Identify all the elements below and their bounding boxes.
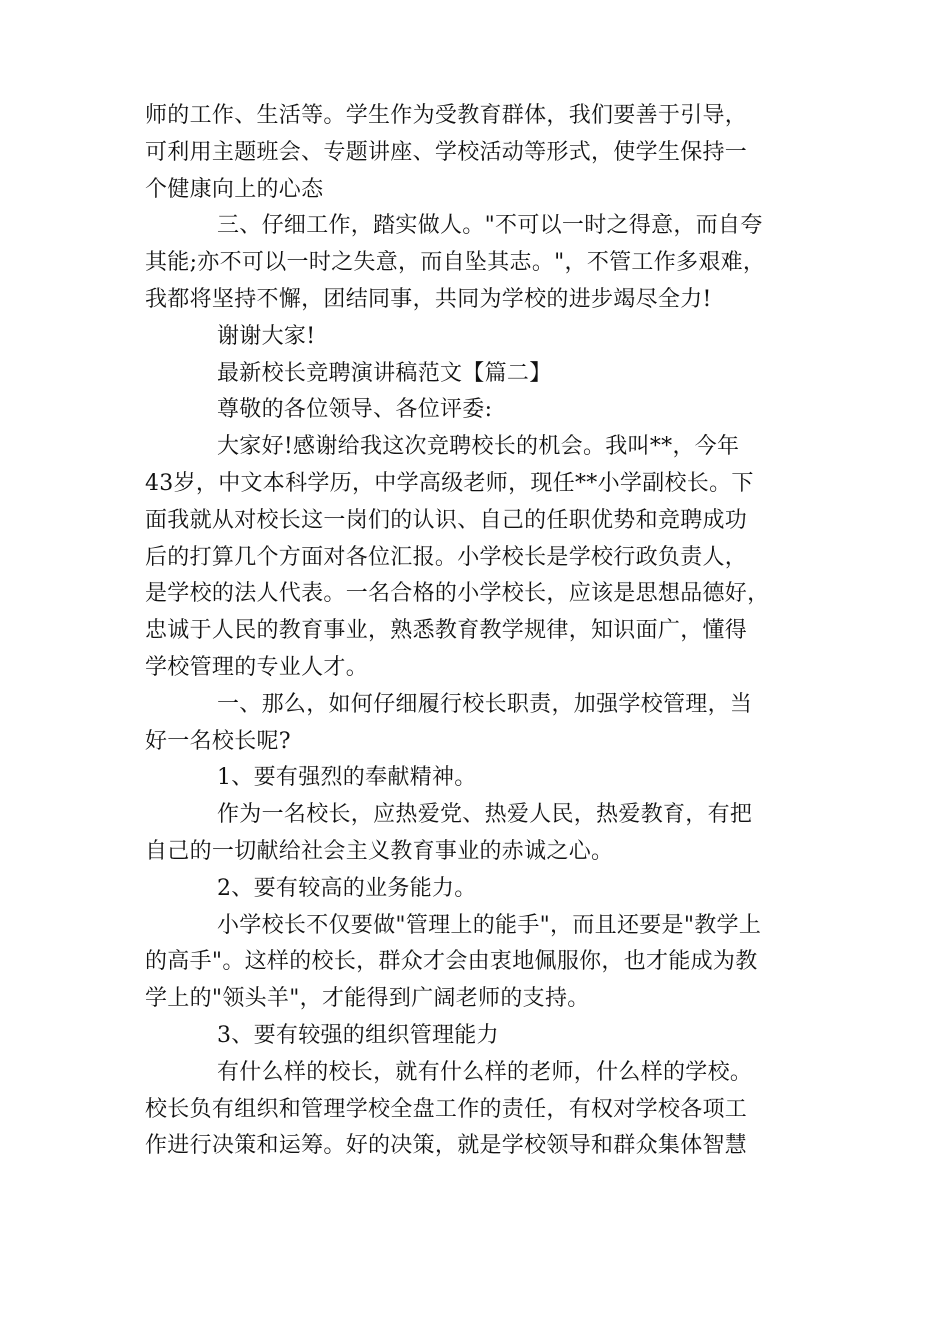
text-line: 面我就从对校长这一岗们的认识、自己的任职优势和竞聘成功 <box>145 507 748 533</box>
text-line: 忠诚于人民的教育事业，熟悉教育教学规律，知识面广，懂得 <box>145 618 748 644</box>
text-line: 是学校的法人代表。一名合格的小学校长，应该是思想品德好， <box>145 581 770 607</box>
text-line: 自己的一切献给社会主义教育事业的赤诚之心。 <box>145 838 614 864</box>
text-line: 好一名校长呢? <box>145 728 291 754</box>
text-line: 学上的"领头羊"，才能得到广阔老师的支持。 <box>145 986 590 1012</box>
document-body <box>145 98 810 1165</box>
text-line: 其能;亦不可以一时之失意，而自坠其志。"，不管工作多艰难， <box>145 250 766 276</box>
text-line: 校长负有组织和管理学校全盘工作的责任，有权对学校各项工 <box>145 1096 748 1122</box>
text-line: 尊敬的各位领导、各位评委: <box>217 397 493 423</box>
text-line: 小学校长不仅要做"管理上的能手"，而且还要是"教学上 <box>217 912 762 938</box>
text-line: 作为一名校长，应热爱党、热爱人民，热爱教育，有把 <box>217 802 753 828</box>
text-line: 大家好!感谢给我这次竞聘校长的机会。我叫**，今年 <box>217 434 740 460</box>
section-heading: 最新校长竞聘演讲稿范文【篇二】 <box>217 360 552 386</box>
text-line: 三、仔细工作，踏实做人。"不可以一时之得意，而自夸 <box>217 213 763 239</box>
text-line: 1、要有强烈的奉献精神。 <box>217 765 477 791</box>
text-line: 2、要有较高的业务能力。 <box>217 875 477 901</box>
text-line: 的高手"。这样的校长，群众才会由衷地佩服你，也才能成为教 <box>145 949 758 975</box>
text-line: 一、那么，如何仔细履行校长职责，加强学校管理，当 <box>217 691 753 717</box>
text-line: 3、要有较强的组织管理能力 <box>217 1022 499 1048</box>
text-line: 谢谢大家! <box>217 323 316 349</box>
text-line: 作进行决策和运筹。好的决策，就是学校领导和群众集体智慧 <box>145 1133 748 1159</box>
text-line: 师的工作、生活等。学生作为受教育群体，我们要善于引导， <box>145 103 748 128</box>
text-line: 学校管理的专业人才。 <box>145 654 369 680</box>
text-line: 有什么样的校长，就有什么样的老师，什么样的学校。 <box>217 1059 753 1085</box>
text-line: 后的打算几个方面对各位汇报。小学校长是学校行政负责人， <box>145 544 748 570</box>
text-line: 43岁，中文本科学历，中学高级老师，现任**小学副校长。下 <box>145 470 754 496</box>
text-line: 我都将坚持不懈，团结同事，共同为学校的进步竭尽全力! <box>145 286 712 312</box>
text-line: 可利用主题班会、专题讲座、学校活动等形式，使学生保持一 <box>145 139 748 165</box>
text-line: 个健康向上的心态 <box>145 176 324 202</box>
